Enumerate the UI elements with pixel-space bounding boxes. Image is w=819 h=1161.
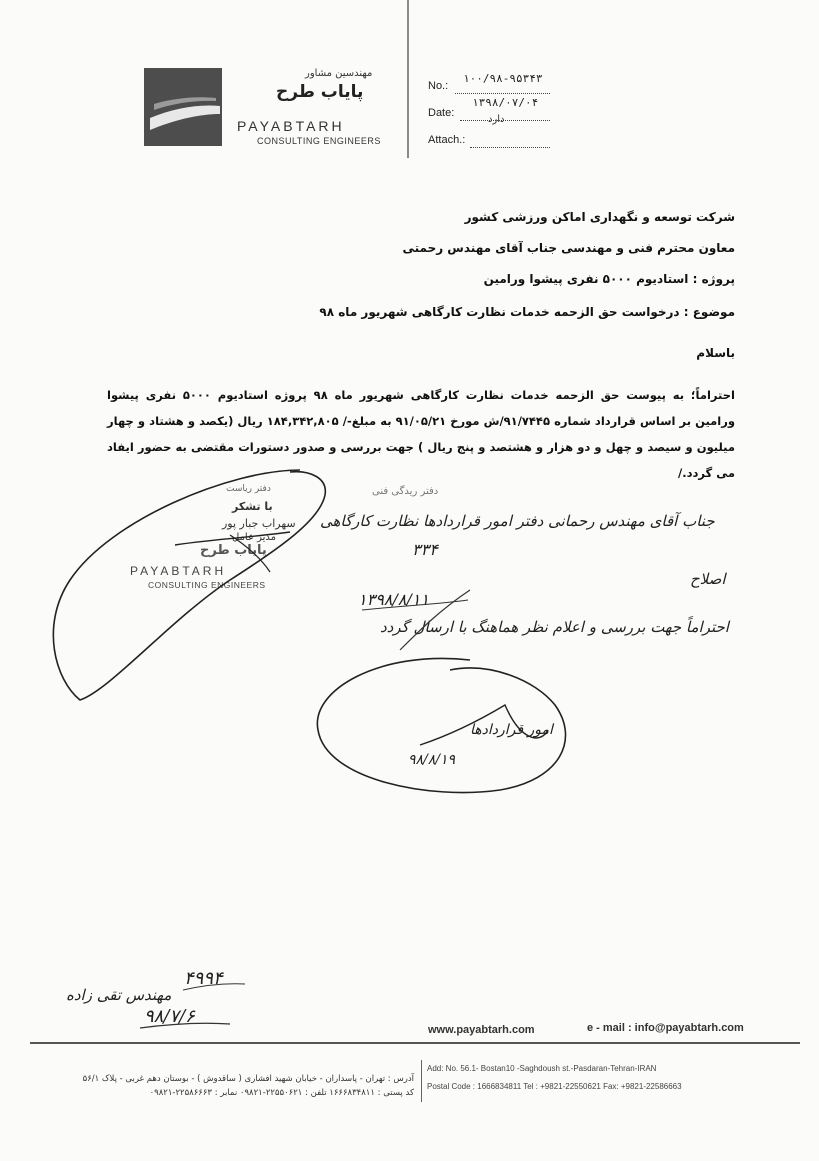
footer-postal-fa: کد پستی : ۱۶۶۶۸۳۴۸۱۱ تلفن : ۲۲۵۵۰۶۲۱-۰۹۸۲۱ نمابر : ۲۲۵۸۶۶۶۳-۰۹۸۲۱ <box>149 1088 414 1098</box>
fold-line <box>407 0 409 158</box>
handwritten-bottom-name: مهندس تقی زاده <box>66 986 172 1004</box>
company-logo <box>144 68 222 146</box>
no-label: No.: <box>428 80 449 92</box>
addressee-company: شرکت توسعه و نگهداری اماکن ورزشی کشور <box>464 210 735 224</box>
attach-label: Attach.: <box>428 134 466 146</box>
footer-website: www.payabtarh.com <box>428 1024 535 1036</box>
no-value: ۱۰۰/۹۸-۹۵۳۴۳ <box>463 72 543 85</box>
addressee-project: پروژه : استادیوم ۵۰۰۰ نفری پیشوا ورامین <box>483 272 735 286</box>
date-attach-word: دارد <box>488 114 505 125</box>
subject-line: موضوع : درخواست حق الزحمه خدمات نظارت کارگاهی شهریور ماه ۹۸ <box>319 305 735 319</box>
handwritten-note-3: احتراماً جهت بررسی و اعلام نظر هماهنگ با ارسال گردد <box>380 618 729 636</box>
date-value: ۱۳۹۸/۰۷/۰۴ <box>472 96 539 109</box>
attach-dots <box>470 146 550 148</box>
footer-email: e - mail : info@payabtarh.com <box>587 1022 744 1034</box>
body-paragraph: احتراماً؛ به پیوست حق الزحمه خدمات نظارت کارگاهی شهریور ماه ۹۸ پروژه استادیوم ۵۰۰۰ نفری پیشوا ورامین بر اساس قرارداد شماره ۹۱/۷۴۴۵/ش مورخ ۹۱/۰۵/۲۱ به مبلغ-/ ۱۸۴,۳۴۲,۸۰۵ ریال (یکصد و هشتاد و چهار میلیون و سیصد و چهل و دو هزار و هشتصد و پنج ریال ) جهت بررسی و صدور دستورات مقتضی به حضور ایفاد می گردد./ <box>107 388 735 480</box>
footer-postal-en: Postal Code : 1666834811 Tel : +9821-22550621 Fax: +9821-22586663 <box>427 1082 682 1091</box>
handwritten-number: ۳۳۴ <box>412 540 438 559</box>
received-stamp-dept: دفتر ریدگی فنی <box>372 486 439 497</box>
stamp-small-box: دفتر ریاست <box>226 484 271 494</box>
handwritten-bottom-date: ۹۸/۷/۶ <box>144 1006 195 1027</box>
handwritten-bottom-number: ۴۹۹۴ <box>184 968 223 989</box>
stamp-signer: سهراب جبار پور <box>222 517 296 530</box>
handwritten-date-1: ۱۳۹۸/۸/۱۱ <box>358 590 429 609</box>
handwritten-note-1: جناب آقای مهندس رحمانی دفتر امور قراردادها نظارت کارگاهی <box>320 512 715 530</box>
addressee-person: معاون محترم فنی و مهندسی جناب آقای مهندس رحمتی <box>402 241 735 255</box>
no-dots <box>455 92 550 94</box>
handwritten-sig-date: ۹۸/۸/۱۹ <box>408 752 456 768</box>
footer-address-en: Add: No. 56.1- Bostan10 -Saghdoush st.-Pasdaran-Tehran-IRAN <box>427 1064 657 1073</box>
handwritten-sig-note: امور قراردادها <box>470 722 553 738</box>
stamp-thanks: با تشکر <box>232 500 273 513</box>
letterhead-en-sub: CONSULTING ENGINEERS <box>257 136 381 146</box>
letterhead-fa-name: پایاب طرح <box>276 82 364 102</box>
date-dots <box>460 119 550 121</box>
stamp-brand-fa: پایاب طرح <box>200 543 267 558</box>
handwritten-note-2: اصلاح <box>690 570 726 588</box>
footer-address-fa: آدرس : تهران - پاسداران - خیابان شهید افشاری ( ساقدوش ) - بوستان دهم غربی - پلاک ۵۶/۱ <box>82 1074 414 1084</box>
stamp-brand-en: PAYABTARH <box>130 564 227 578</box>
stamp-title: مدیر عامل <box>232 532 277 543</box>
date-label: Date: <box>428 107 455 119</box>
letterhead-fa-small: مهندسین مشاور <box>305 68 373 79</box>
footer-vertical-divider <box>421 1060 422 1102</box>
stamp-brand-en-sub: CONSULTING ENGINEERS <box>148 580 266 590</box>
footer-divider <box>30 1042 800 1044</box>
greeting: باسلام <box>696 346 735 360</box>
letterhead-en-name: PAYABTARH <box>237 118 345 134</box>
